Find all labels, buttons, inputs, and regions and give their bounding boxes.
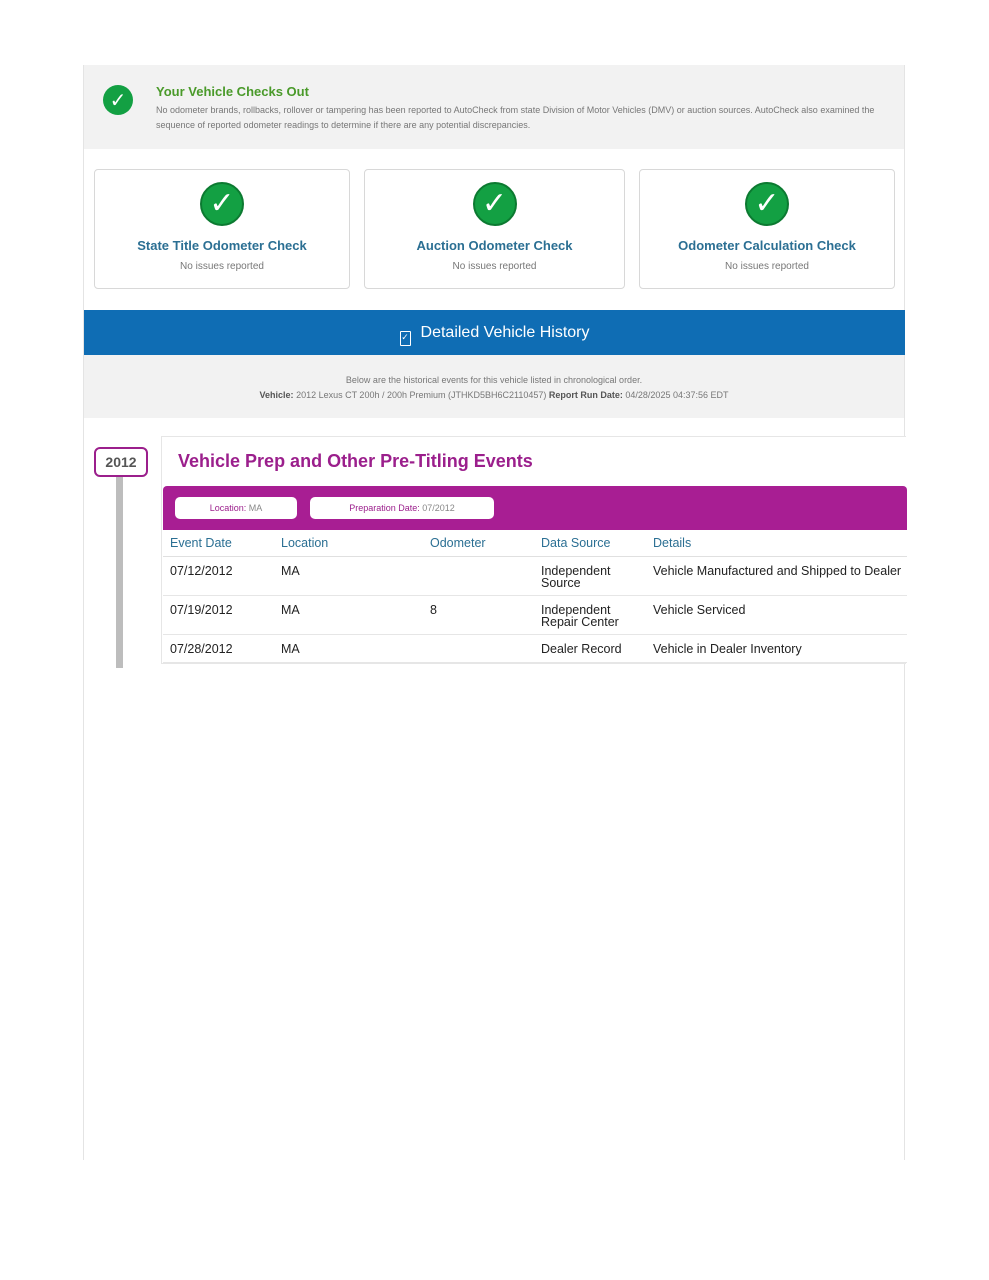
event-group: [161, 436, 906, 664]
event-date: 07/28/2012: [163, 635, 274, 663]
column-header: Data Source: [534, 530, 646, 557]
summary-title: Your Vehicle Checks Out: [156, 84, 309, 99]
clipboard-icon: ✓: [400, 331, 411, 346]
event-odometer: 8: [423, 596, 534, 635]
preparation-date-value: 07/2012: [422, 503, 455, 513]
checkmark-icon: ✓: [745, 182, 789, 226]
event-details: Vehicle Manufactured and Shipped to Dealer: [646, 557, 907, 596]
check-title: State Title Odometer Check: [137, 238, 307, 253]
year-badge: 2012: [94, 447, 148, 477]
location-label: Location:: [209, 503, 247, 513]
preparation-date-label: Preparation Date:: [349, 503, 420, 513]
table-row: [163, 557, 907, 596]
timeline-line: [116, 477, 123, 668]
check-status: No issues reported: [452, 261, 537, 272]
preparation-date-pill: [310, 497, 494, 519]
event-details: Vehicle Serviced: [646, 596, 907, 635]
event-date: 07/19/2012: [163, 596, 274, 635]
event-odometer: [423, 557, 534, 596]
event-source: Independent Repair Center: [534, 596, 646, 635]
run-date-label: Report Run Date:: [548, 390, 623, 400]
check-title: Auction Odometer Check: [416, 238, 573, 253]
event-group-title: Vehicle Prep and Other Pre-Titling Events: [178, 451, 533, 471]
column-header: Odometer: [423, 530, 534, 557]
check-status: No issues reported: [180, 261, 264, 272]
check-title: Odometer Calculation Check: [678, 238, 856, 253]
column-header: Details: [646, 530, 907, 557]
run-date-value: 04/28/2025 04:37:56 EDT: [625, 390, 729, 400]
state-title-odometer-check-card: [94, 169, 350, 289]
event-location: MA: [274, 557, 423, 596]
table-row: [163, 596, 907, 635]
event-info-band: [163, 486, 907, 530]
vehicle-info-line: [84, 390, 904, 400]
events-table: [163, 530, 907, 663]
intro-text: Below are the historical events for this vehicle listed in chronological order.: [345, 375, 643, 385]
odometer-calculation-check-card: [639, 169, 895, 289]
history-title: Detailed Vehicle History: [420, 324, 590, 341]
detailed-history-header: [84, 310, 905, 355]
vehicle-label: Vehicle:: [259, 390, 294, 400]
location-value: MA: [248, 503, 263, 513]
checkmark-icon: ✓: [200, 182, 244, 226]
table-row: [163, 635, 907, 663]
event-date: 07/12/2012: [163, 557, 274, 596]
column-header: Location: [274, 530, 423, 557]
event-location: MA: [274, 635, 423, 663]
history-intro: [84, 355, 904, 418]
event-odometer: [423, 635, 534, 663]
checkmark-icon: ✓: [103, 85, 133, 115]
column-header: Event Date: [163, 530, 274, 557]
event-location: MA: [274, 596, 423, 635]
event-source: Dealer Record: [534, 635, 646, 663]
check-status: No issues reported: [725, 261, 809, 272]
odometer-summary: [84, 65, 904, 149]
summary-text: No odometer brands, rollbacks, rollover or tampering has been reported to AutoCheck from state Division of Motor Vehicles (DMV) or auction sources. AutoCheck also examined the sequence of reported odometer readings to determine if there are any potential discrepancies.: [156, 105, 875, 130]
checkmark-icon: ✓: [473, 182, 517, 226]
vehicle-value: 2012 Lexus CT 200h / 200h Premium (JTHKD5BH6C2110457): [296, 390, 547, 400]
event-source: Independent Source: [534, 557, 646, 596]
location-pill: [175, 497, 297, 519]
table-header-row: [163, 530, 907, 557]
event-details: Vehicle in Dealer Inventory: [646, 635, 907, 663]
auction-odometer-check-card: [364, 169, 625, 289]
